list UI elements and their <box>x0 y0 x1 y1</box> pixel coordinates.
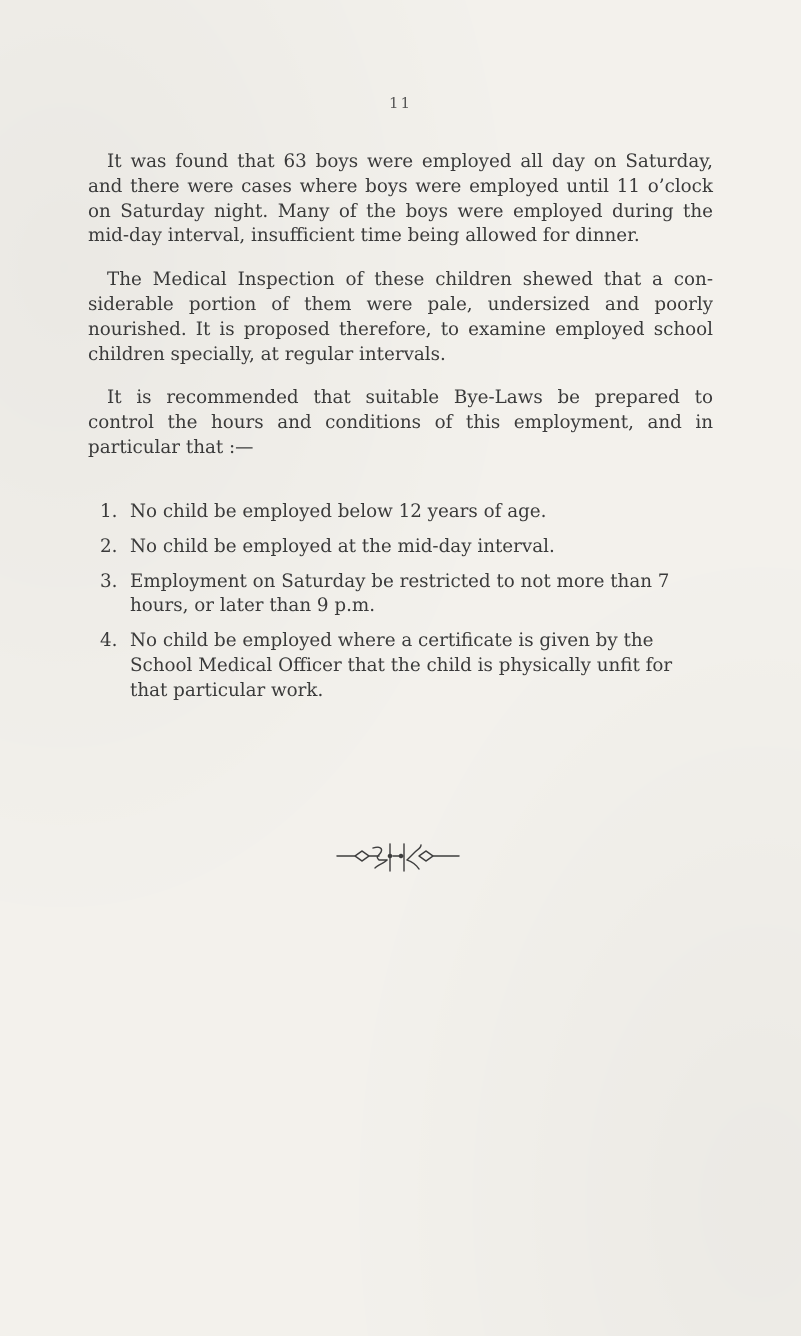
list-item <box>88 570 713 620</box>
recommendations-list <box>88 500 713 714</box>
list-item <box>88 629 713 703</box>
paragraph-employment-findings: It was found that 63 boys were employed all day on Saturday, and there were cases where boys were employed until 11 o’clock on Saturday night. Many of the boys were employed during the mid-day interval, insufficient time being allowed for dinner. <box>88 151 713 247</box>
list-item-text: Employment on Saturday be restricted to not more than 7 hours, or later than 9 p.m. <box>130 570 670 617</box>
list-item <box>88 500 713 525</box>
list-item-text: No child be employed at the mid-day interval. <box>130 535 555 557</box>
list-item-text: No child be employed below 12 years of age. <box>130 501 547 522</box>
list-item-number: 4. <box>100 630 118 652</box>
paragraph-medical-inspection: The Medical Inspection of these children shewed that a con-siderable portion of them were pale, undersized and poorly nourished. It is proposed therefore, to examine employed school children specially, at regular intervals. <box>88 269 713 365</box>
list-item-number: 3. <box>100 570 118 592</box>
decorative-flourish-icon <box>335 838 465 874</box>
body-text <box>88 150 713 480</box>
list-item <box>88 535 713 560</box>
paragraph-recommendation-intro: It is recommended that suitable Bye-Laws be prepared to control the hours and conditions of this employment, and in particular that :— <box>88 387 713 458</box>
page-number: 11 <box>388 94 413 112</box>
list-item-number: 2. <box>100 535 118 557</box>
list-item-text: No child be employed where a certificate is given by the School Medical Officer that the child is physically unfit for that particular work. <box>130 630 673 701</box>
list-item-number: 1. <box>100 501 118 522</box>
